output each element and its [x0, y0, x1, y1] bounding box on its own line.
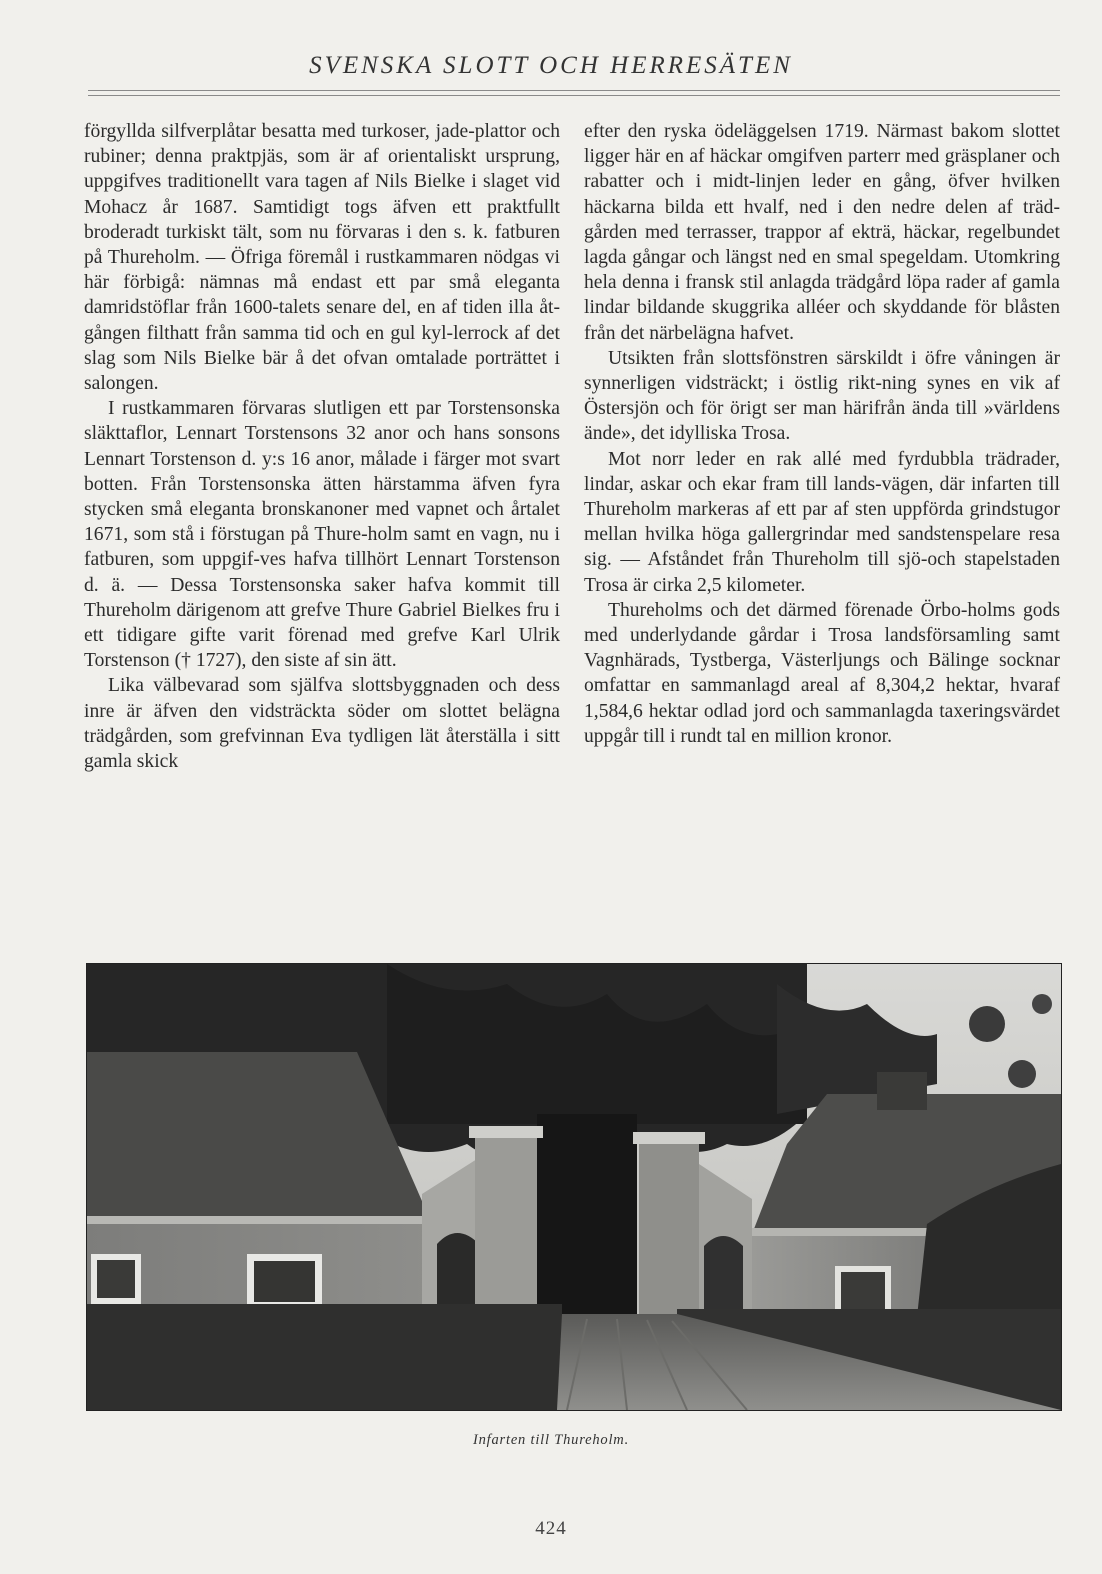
right-paragraph-2: Utsikten från slottsfönstren särskildt i öfre våningen är synnerligen vidsträckt; i östlig rikt-ning synes en vik af Östersjön och för örigt ser man härifrån ända till »världens ände», det idylliska Trosa. [584, 347, 1060, 445]
entrance-photograph [86, 963, 1062, 1411]
figure-caption: Infarten till Thureholm. [472, 1432, 629, 1448]
header-rule-bottom [88, 95, 1060, 96]
right-paragraph-1: efter den ryska ödeläggelsen 1719. Närmast bakom slottet ligger här en af häckar omgifven parterr med gräsplaner och rabatter och i midt-linjen leder en gång, öfver hvilken häckarna bilda ett hvalf, ned i den nedre delen af träd-gården med terrasser, trappor af ekträ, häckar, regelbundet lagda gångar och längst ned en smal spegeldam. Utomkring hela denna i fransk stil anlagda trädgård löpa rader af gamla lindar bildande skuggrika alléer och skyddande för blåsten från det närbelägna hafvet. [584, 121, 1060, 344]
page-number: 424 [535, 1518, 567, 1539]
right-paragraph-3: Mot norr leder en rak allé med fyrdubbla trädrader, lindar, askar och ekar fram till lands-vägen, där infarten till Thureholm markeras af ett par af sten uppförda grindstugor mellan hvilka höga gallergrindar med sandstenspelare resa sig. — Afståndet från Thureholm till sjö-och stapelstaden Trosa är cirka 2,5 kilometer. [584, 448, 1060, 596]
left-paragraph-3: Lika välbevarad som själfva slottsbyggnaden och dess inre är äfven den vidsträckta söder om slottet belägna trädgården, som grefvinnan Eva tydligen lät återställa i sitt gamla skick [84, 675, 560, 773]
right-text-column [584, 119, 1060, 749]
left-text-column [84, 119, 560, 774]
header-rule-top [88, 90, 1060, 91]
right-paragraph-4: Thureholms och det därmed förenade Örbo-holms gods med underlydande gårdar i Trosa landsförsamling samt Vagnhärads, Tystberga, Västerljungs och Bälinge socknar omfattar en sammanlagd areal af 8,304,2 hektar, hvaraf 1,584,6 hektar odlad jord och sammanlagda taxeringsvärdet uppgår till i rundt tal en million kronor. [584, 599, 1060, 747]
running-head: SVENSKA SLOTT OCH HERRESÄTEN [309, 52, 793, 79]
left-paragraph-2: I rustkammaren förvaras slutligen ett par Torstensonska släkttaflor, Lennart Torstensons 32 anor och hans sonsons Lennart Torstenson d. y:s 16 anor, målade i färger mot svart botten. Från Torstensonska ätten härstamma äfven fyra stycken små eleganta bronskanoner med vapnet och årtalet 1671, som stå i förstugan på Thure-holm samt en vagn, nu i fatburen, som uppgif-ves hafva tillhört Lennart Torstenson d. ä. — Dessa Torstensonska saker hafva kommit till Thureholm därigenom att grefve Thure Gabriel Bielkes fru i ett tidigare gifte varit förenad med grefve Karl Ulrik Torstenson († 1727), den siste af sin ätt. [84, 398, 560, 672]
left-paragraph-1: förgyllda silfverplåtar besatta med turkoser, jade-plattor och rubiner; denna praktpjäs, som är af orientaliskt ursprung, uppgifves traditionellt vara tagen af Nils Bielke i slaget vid Mohacz år 1687. Samtidigt togs äfven ett praktfullt broderadt turkiskt tält, som nu förvaras i den s. k. fatburen på Thureholm. — Öfriga föremål i rustkammaren nödgas vi här förbigå: nämnas må endast ett par små eleganta damridstöflar från 1600-talets senare del, en af tiden illa åt-gången filthatt från samma tid och en gul kyl-lerrock af det slag som Nils Bielke bär å det ofvan omtalade porträttet i salongen. [84, 121, 560, 395]
